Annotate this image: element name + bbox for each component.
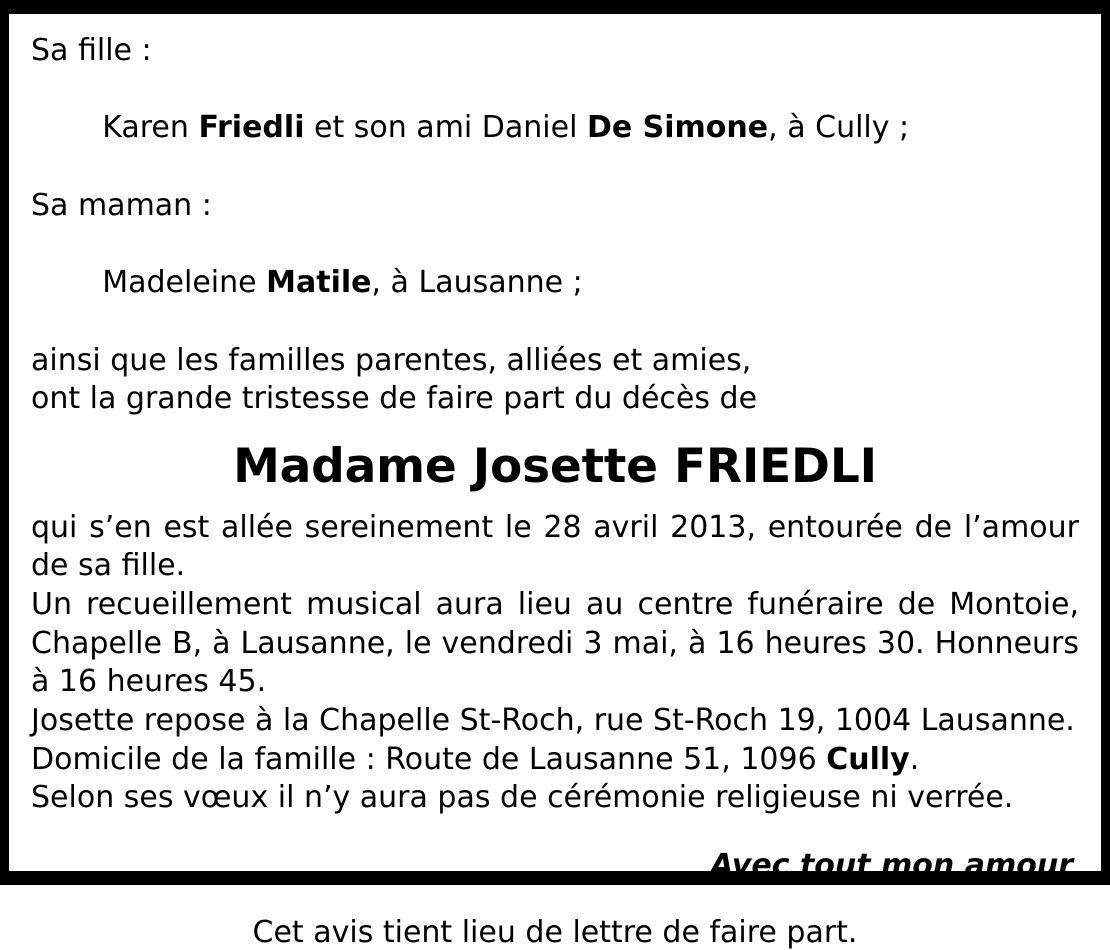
mother-lastname: Matile: [266, 265, 372, 301]
intro-line-daughter: [31, 71, 1079, 187]
passing-paragraph: qui s’en est allée sereinement le 28 avril 2013, entourée de l’amour de sa fille.: [31, 509, 1079, 584]
daughter-lastname: Friedli: [198, 110, 305, 146]
mother-location: , à Lausanne ;: [371, 265, 583, 301]
intro-line-announcement: ont la grande tristesse de faire part du décès de: [31, 381, 758, 417]
deceased-name: Madame Josette FRIEDLI: [233, 438, 877, 494]
partner-lastname: De Simone: [586, 110, 769, 146]
domicile-text: Domicile de la famille : Route de Lausanne 51, 1096: [31, 741, 827, 777]
wishes-paragraph: Selon ses vœux il n’y aura pas de cérémonie religieuse ni verrée.: [31, 780, 1014, 816]
closing-message: Avec tout mon amour: [710, 848, 1073, 884]
intro-line-mother: [31, 225, 1079, 341]
notice-content: [9, 14, 1101, 950]
mother-firstname: Madeleine: [102, 265, 267, 301]
domicile-city: Cully: [826, 741, 910, 777]
footer-note: Cet avis tient lieu de lettre de faire part.: [252, 915, 858, 950]
daughter-partner-prefix: et son ami Daniel: [304, 110, 587, 146]
domicile-paragraph: [31, 741, 1079, 780]
daughter-firstname: Karen: [102, 110, 199, 146]
domicile-period: .: [909, 741, 920, 777]
intro-line-sa-maman: Sa maman :: [31, 187, 212, 223]
intro-line-sa-fille: Sa fille :: [31, 33, 152, 68]
ceremony-paragraph: Un recueillement musical aura lieu au centre funéraire de Montoie, Chapelle B, à Lausanne, le vendredi 3 mai, à 16 heures 30. Honneurs à 16 heures 45.: [31, 586, 1079, 700]
intro-line-families: ainsi que les familles parentes, alliées et amies,: [31, 342, 752, 378]
repose-paragraph: Josette repose à la Chapelle St-Roch, rue St-Roch 19, 1004 Lausanne.: [31, 703, 1075, 738]
daughter-location: , à Cully ;: [768, 110, 910, 146]
